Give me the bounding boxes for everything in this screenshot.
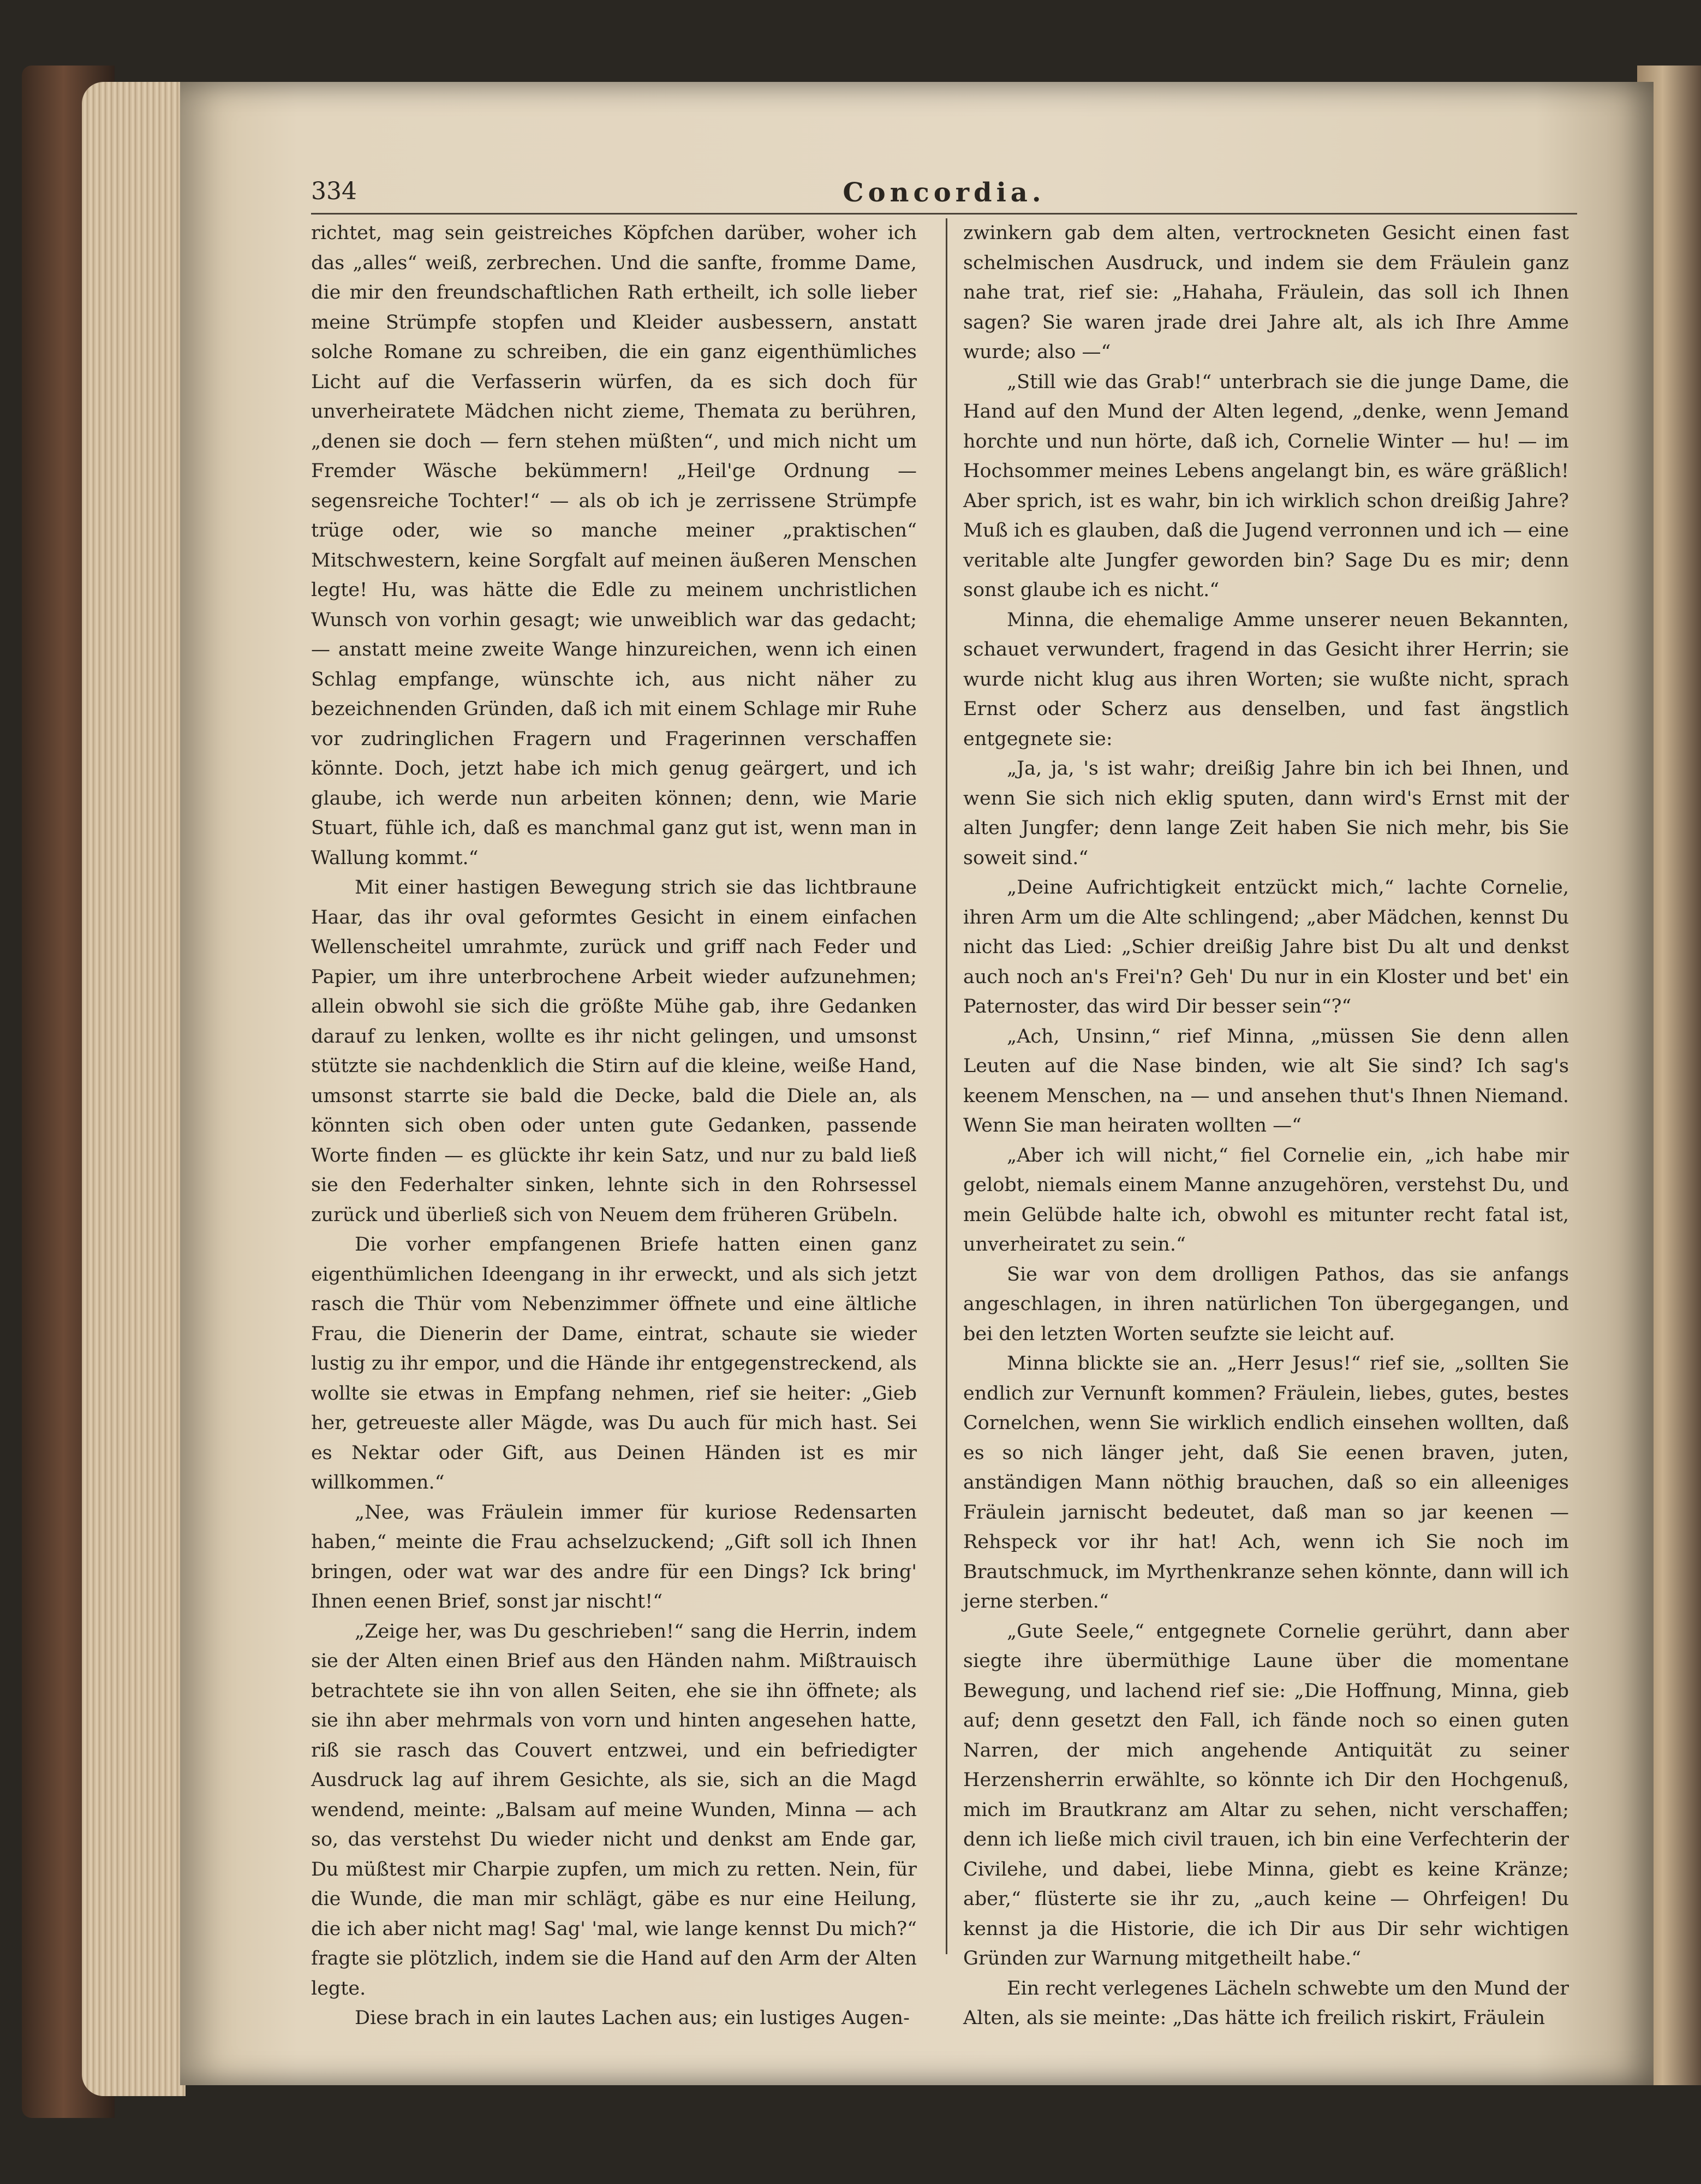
paragraph: Diese brach in ein lautes Lachen aus; ein lustiges Augen- — [355, 2007, 910, 2029]
paragraph: Die vorher empfangenen Briefe hatten einen ganz eigenthümlichen Ideengang in ihr erweckt, und als sich jetzt rasch die Thür vom Nebenzimmer öffnete und eine ältliche Frau, die Dienerin der Dame, eintrat, schaute sie wieder lustig zu ihr empor, und die Hände ihr entgegenstreckend, als wollte sie etwas in Empfang nehmen, rief sie heiter: „Gieb her, getreueste aller Mägde, was Du auch für mich hast. Sei es Nektar oder Gift, aus Deinen Händen ist es mir willkommen.“ — [311, 1234, 917, 1493]
header-rule — [311, 213, 1577, 215]
page-number: 334 — [311, 177, 357, 205]
page-header — [311, 177, 1577, 210]
running-title: Concordia. — [843, 177, 1046, 208]
page-edges — [82, 82, 186, 2096]
column-divider — [946, 218, 947, 1954]
paragraph: „Still wie das Grab!“ unterbrach sie die junge Dame, die Hand auf den Mund der Alten legend, „denke, wenn Jemand horchte und nun hörte, daß ich, Cornelie Winter — hu! — im Hochsommer meines Lebens angelangt bin, es wäre gräßlich! Aber sprich, ist es wahr, bin ich wirklich schon dreißig Jahre? Muß ich es glauben, daß die Jugend verronnen und ich — eine veritable alte Jungfer geworden bin? Sage Du es mir; denn sonst glaube ich es nicht.“ — [963, 371, 1569, 601]
paragraph: „Ach, Unsinn,“ rief Minna, „müssen Sie denn allen Leuten auf die Nase binden, wie alt Sie sind? Ich sag's keenem Menschen, na — und ansehen thut's Ihnen Niemand. Wenn Sie man heiraten wollten —“ — [963, 1025, 1569, 1136]
paragraph: Mit einer hastigen Bewegung strich sie das lichtbraune Haar, das ihr oval geformtes Gesicht in einem einfachen Wellenscheitel umrahmte, zurück und griff nach Feder und Papier, um ihre unterbrochene Arbeit wieder aufzunehmen; allein obwohl sie sich die größte Mühe gab, ihre Gedanken darauf zu lenken, wollte es ihr nicht gelingen, und umsonst stützte sie nachdenklich die Stirn auf die kleine, weiße Hand, umsonst starrte sie bald die Decke, bald die Diele an, als könnten sich oben oder unten gute Gedanken, passende Worte finden — es glückte ihr kein Satz, und nur zu bald ließ sie den Federhalter sinken, lehnte sich in den Rohrsessel zurück und überließ sich von Neuem dem früheren Grübeln. — [311, 877, 917, 1226]
paragraph: „Aber ich will nicht,“ fiel Cornelie ein, „ich habe mir gelobt, niemals einem Manne anzugehören, verstehst Du, und mein Gelübde halte ich, obwohl es mitunter recht fatal ist, unverheiratet zu sein.“ — [963, 1144, 1569, 1255]
paragraph: „Nee, was Fräulein immer für kuriose Redensarten haben,“ meinte die Frau achselzuckend; „Gift soll ich Ihnen bringen, oder wat war des andre für een Dings? Ick bring' Ihnen eenen Brief, sonst jar nischt!“ — [311, 1501, 917, 1612]
paragraph: „Gute Seele,“ entgegnete Cornelie gerührt, dann aber siegte ihre übermüthige Laune über die momentane Bewegung, und lachend rief sie: „Die Hoffnung, Minna, gieb auf; denn gesetzt den Fall, ich fände noch so einen guten Narren, der mich angehende Antiquität zu seiner Herzensherrin erwählte, so könnte ich Dir den Hochgenuß, mich im Brautkranz am Altar zu sehen, nicht verschaffen; denn ich ließe mich civil trauen, ich bin eine Verfechterin der Civilehe, und dabei, liebe Minna, giebt es keine Kränze; aber,“ flüsterte sie ihr zu, „auch keine — Ohrfeigen! Du kennst ja die Historie, die ich Dir aus Dir sehr wichtigen Gründen zur Warnung mitgetheilt habe.“ — [963, 1620, 1569, 1969]
left-column — [311, 218, 917, 2033]
paragraph: zwinkern gab dem alten, vertrockneten Gesicht einen fast schelmischen Ausdruck, und indem sie dem Fräulein ganz nahe trat, rief sie: „Hahaha, Fräulein, das soll ich Ihnen sagen? Sie waren jrade drei Jahre alt, als ich Ihre Amme wurde; also —“ — [963, 222, 1569, 363]
paragraph: richtet, mag sein geistreiches Köpfchen darüber, woher ich das „alles“ weiß, zerbrechen. Und die sanfte, fromme Dame, die mir den freundschaftlichen Rath ertheilt, ich solle lieber meine Strümpfe stopfen und Kleider ausbessern, anstatt solche Romane zu schreiben, die ein ganz eigenthümliches Licht auf die Verfasserin würfen, da es sich doch für unverheiratete Mädchen nicht zieme, Themata zu berühren, „denen sie doch — fern stehen müßten“, und mich nicht um Fremder Wäsche bekümmern! „Heil'ge Ordnung — segensreiche Tochter!“ — als ob ich je zerrissene Strümpfe trüge oder, wie so manche meiner „praktischen“ Mitschwestern, keine Sorgfalt auf meinen äußeren Menschen legte! Hu, was hätte die Edle zu meinem unchristlichen Wunsch von vorhin gesagt; wie unweiblich war das gedacht; — anstatt meine zweite Wange hinzureichen, wenn ich einen Schlag empfange, wünschte ich, aus nicht näher zu bezeichnenden Gründen, daß ich mit einem Schlage mir Ruhe vor zudringlichen Fragern und Fragerinnen verschaffen könnte. Doch, jetzt habe ich mich genug geärgert, und ich glaube, ich werde nun arbeiten können; denn, wie Marie Stuart, fühle ich, daß es manchmal ganz gut ist, wenn man in Wallung kommt.“ — [311, 222, 917, 869]
paragraph: „Zeige her, was Du geschrieben!“ sang die Herrin, indem sie der Alten einen Brief aus den Händen nahm. Mißtrauisch betrachtete sie ihn von allen Seiten, ehe sie ihn öffnete; als sie ihn aber mehrmals von vorn und hinten angesehen hatte, riß sie rasch das Couvert entzwei, und ein befriedigter Ausdruck lag auf ihrem Gesichte, als sie, sich an die Magd wendend, meinte: „Balsam auf meine Wunden, Minna — ach so, das verstehst Du wieder nicht und denkst am Ende gar, Du müßtest mir Charpie zupfen, um mich zu retten. Nein, für die Wunde, die man mir schlägt, gäbe es nur eine Heilung, die ich aber nicht mag! Sag' 'mal, wie lange kennst Du mich?“ fragte sie plötzlich, indem sie die Hand auf den Arm der Alten legte. — [311, 1620, 917, 1999]
paragraph: Minna blickte sie an. „Herr Jesus!“ rief sie, „sollten Sie endlich zur Vernunft kommen? Fräulein, liebes, gutes, bestes Cornelchen, wenn Sie wirklich endlich einsehen wollten, daß es so nich länger jeht, daß Sie eenen braven, juten, anständigen Mann nöthig brauchen, daß so ein alleeniges Fräulein jarnischt bedeutet, daß man so jar keenen — Rehspeck vor ihr hat! Ach, wenn ich Sie noch im Brautschmuck, im Myrthenkranze sehen könnte, dann will ich jerne sterben.“ — [963, 1353, 1569, 1612]
paragraph: „Deine Aufrichtigkeit entzückt mich,“ lachte Cornelie, ihren Arm um die Alte schlingend; „aber Mädchen, kennst Du nicht das Lied: „Schier dreißig Jahre bist Du alt und denkst auch noch an's Frei'n? Geh' Du nur in ein Kloster und bet' ein Paternoster, das wird Dir besser sein“?“ — [963, 877, 1569, 1017]
paragraph: Sie war von dem drolligen Pathos, das sie anfangs angeschlagen, in ihren natürlichen Ton übergegangen, und bei den letzten Worten seufzte sie leicht auf. — [963, 1263, 1569, 1345]
paragraph: Minna, die ehemalige Amme unserer neuen Bekannten, schauet verwundert, fragend in das Gesicht ihrer Herrin; sie wurde nicht klug aus ihren Worten; sie wußte nicht, sprach Ernst oder Scherz aus denselben, und fast ängstlich entgegnete sie: — [963, 609, 1569, 750]
paragraph: „Ja, ja, 's ist wahr; dreißig Jahre bin ich bei Ihnen, und wenn Sie sich nich eklig sputen, dann wird's Ernst mit der alten Jungfer; denn lange Zeit haben Sie nich mehr, bis Sie soweit sind.“ — [963, 758, 1569, 869]
right-column — [963, 218, 1569, 2033]
paragraph: Ein recht verlegenes Lächeln schwebte um den Mund der Alten, als sie meinte: „Das hätte ich freilich riskirt, Fräulein — [963, 1977, 1569, 2029]
